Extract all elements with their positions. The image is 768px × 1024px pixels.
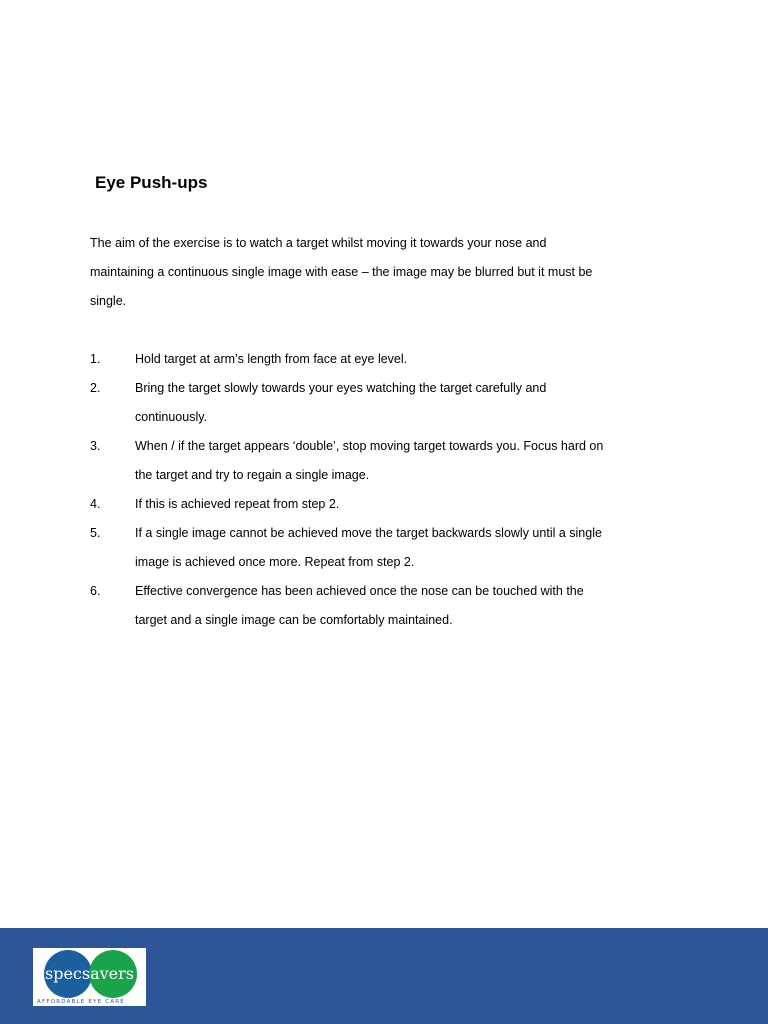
specsavers-logo	[33, 948, 146, 1006]
list-item	[90, 577, 610, 635]
step-number: 5.	[90, 526, 101, 540]
step-text: If a single image cannot be achieved move the target backwards slowly until a single image is achieved once more. Repeat from step 2.	[135, 526, 602, 569]
list-item	[90, 374, 610, 432]
step-number: 3.	[90, 439, 101, 453]
footer-band	[0, 928, 768, 1024]
logo-tagline: AFFORDABLE EYE CARE	[37, 999, 125, 1005]
step-number: 1.	[90, 352, 101, 366]
step-number: 6.	[90, 584, 101, 598]
logo-wordmark: specsavers	[45, 964, 134, 983]
list-item	[90, 519, 610, 577]
step-number: 4.	[90, 497, 101, 511]
list-item	[90, 432, 610, 490]
intro-paragraph: The aim of the exercise is to watch a target whilst moving it towards your nose and maintaining a continuous single image with ease – the image may be blurred but it must be single.	[90, 236, 593, 308]
step-text: When / if the target appears ‘double’, stop moving target towards you. Focus hard on the target and try to regain a single image.	[135, 439, 604, 482]
specsavers-logo-icon	[33, 948, 146, 998]
step-number: 2.	[90, 381, 101, 395]
list-item	[90, 490, 610, 519]
list-item	[90, 345, 610, 374]
page-title: Eye Push-ups	[95, 173, 208, 192]
step-text: If this is achieved repeat from step 2.	[135, 497, 340, 511]
step-text: Bring the target slowly towards your eyes watching the target carefully and continuously.	[135, 381, 547, 424]
step-text: Effective convergence has been achieved once the nose can be touched with the target and a single image can be comfortably maintained.	[135, 584, 584, 627]
steps-list	[90, 345, 610, 635]
step-text: Hold target at arm’s length from face at eye level.	[135, 352, 408, 366]
